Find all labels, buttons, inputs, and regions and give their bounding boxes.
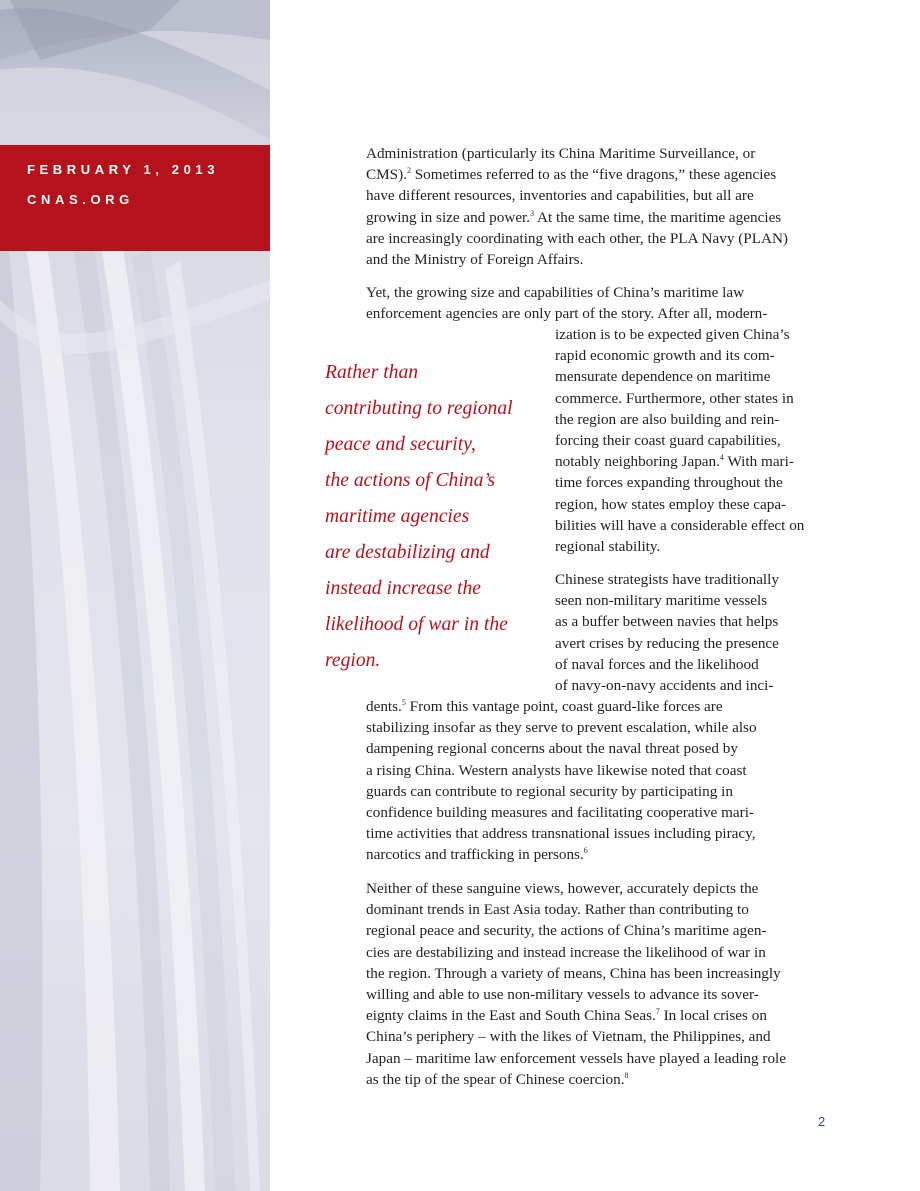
publication-date: FEBRUARY 1, 2013 bbox=[27, 162, 220, 177]
page-number: 2 bbox=[818, 1114, 826, 1129]
paragraph-4: Neither of these sanguine views, however, accurately depicts the dominant trends in East Asia today. Rather than contributing to regional peace and security, the actions of China’s maritime agen- cies are destabilizing and instead increase the likelihood of war in the region. Through a variety of means, China has been increasingly willing and able to use non-military vessels to advance its sover- eignty claims in the East and South China Seas.$^7$ In local crises on China’s periphery – with the likes of Vietnam, the Philippines, and Japan – maritime law enforcement vessels have played a leading role as the tip of the spear of Chinese coercion.$^8$ bbox=[366, 880, 787, 1088]
paragraph-2-column: ization is to be expected given China’s rapid economic growth and its com- mensurate dependence on maritime commerce. Furthermore, other states in the region are also building and rein- forcing their coast guard capabilities, notably neighboring Japan.$^4$ With mari- time forces expanding throughout the region, how states employ these capa- bilities will have a considerable effect on regional stability. bbox=[555, 326, 805, 556]
footnote-ref[interactable]: 5 bbox=[401, 698, 406, 707]
footnote-ref[interactable]: 2 bbox=[406, 166, 411, 176]
footnote-ref[interactable]: 4 bbox=[719, 453, 724, 463]
pull-quote: Rather than contributing to regional peace and security, the actions of China’s maritime agencies are destabilizing and instead increase the likelihood of war in the region. bbox=[325, 362, 513, 671]
footnote-ref[interactable]: 6 bbox=[583, 846, 588, 856]
paragraph-2-top: Yet, the growing size and capabilities of China’s maritime law enforcement agencies are only part of the story. After all, modern- bbox=[366, 284, 768, 323]
site-link[interactable]: CNAS.ORG bbox=[27, 192, 134, 207]
paragraph-3-column: Chinese strategists have traditionally seen non-military maritime vessels as a buffer between navies that helps avert crises by reducing the presence of naval forces and the likelihood of navy-on-navy accidents and inci- bbox=[555, 571, 779, 695]
paragraph-3-wide: dents.$^5$ From this vantage point, coast guard-like forces are stabilizing insofar as they serve to prevent escalation, while also dampening regional concerns about the naval threat posed by a rising China. Western analysts have likewise noted that coast guards can contribute to regional security by participating in confidence building measures and facilitating cooperative mari- time activities that address transnational issues including piracy, narcotics and trafficking in persons.$^6$ bbox=[366, 698, 757, 864]
footnote-ref[interactable]: 8 bbox=[624, 1070, 629, 1080]
paragraph-1: Administration (particularly its China Maritime Surveillance, or CMS).$^2$ Sometimes referred to as the “five dragons,” these agencies have different resources, inventories and capabilities, but all are growing in size and power.$^3$ At the same time, the maritime agencies are increasingly coordinating with each other, the PLA Navy (PLAN) and the Ministry of Foreign Affairs. bbox=[366, 145, 788, 269]
footnote-ref[interactable]: 7 bbox=[655, 1007, 660, 1017]
footnote-ref[interactable]: 3 bbox=[530, 208, 535, 218]
date-banner bbox=[0, 145, 270, 251]
